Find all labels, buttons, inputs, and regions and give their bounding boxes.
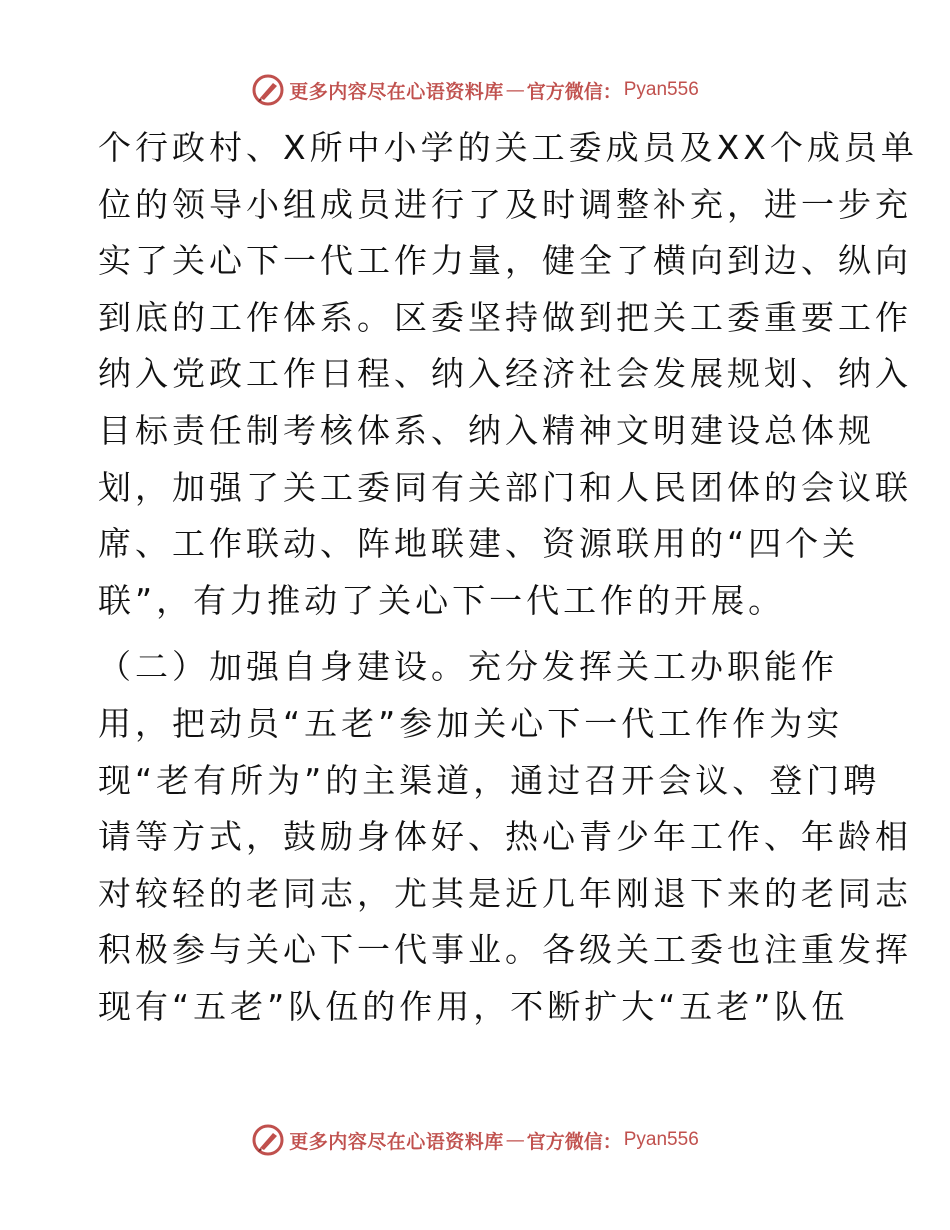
paragraph-gap xyxy=(98,629,858,639)
watermark-contact-id: Pyan556 xyxy=(623,1129,699,1150)
text-line: 实了关心下一代工作力量，健全了横向到边、纵向 xyxy=(98,241,912,281)
text-line: 用，把动员“五老”参加关心下一代工作作为实 xyxy=(98,703,844,743)
text-line: 对较轻的老同志，尤其是近几年刚退下来的老同志 xyxy=(98,873,912,913)
text-line: 纳入党政工作日程、纳入经济社会发展规划、纳入 xyxy=(98,354,912,394)
pen-logo-icon xyxy=(251,73,285,107)
watermark-dash: — xyxy=(505,1129,525,1151)
text-line: 到底的工作体系。区委坚持做到把关工委重要工作 xyxy=(98,297,912,337)
watermark-header xyxy=(0,72,950,108)
text-line: 目标责任制考核体系、纳入精神文明建设总体规 xyxy=(98,410,875,450)
text-line: 个行政村、X所中小学的关工委成员及XX个成员单 xyxy=(98,128,918,167)
text-line: 现有“五老”队伍的作用，不断扩大“五老”队伍 xyxy=(98,986,849,1026)
document-body xyxy=(98,120,918,1036)
watermark-contact-id: Pyan556 xyxy=(623,79,699,100)
pen-logo-icon xyxy=(251,1123,285,1157)
text-line: 划，加强了关工委同有关部门和人民团体的会议联 xyxy=(98,467,912,507)
watermark-dash: — xyxy=(505,79,525,101)
watermark-footer xyxy=(0,1122,950,1158)
paragraph-2 xyxy=(98,639,912,1035)
text-line: 席、工作联动、阵地联建、资源联用的“四个关 xyxy=(98,524,860,564)
watermark-contact-label: 官方微信： xyxy=(526,1130,622,1153)
text-line: 请等方式，鼓励身体好、热心青少年工作、年龄相 xyxy=(98,817,912,857)
text-line: 联”，有力推动了关心下一代工作的开展。 xyxy=(98,580,786,620)
text-line: 现“老有所为”的主渠道，通过召开会议、登门聘 xyxy=(98,760,881,800)
watermark-text: 更多内容尽在心语资料库 xyxy=(289,80,504,103)
section-heading-line: （二）加强自身建设。充分发挥关工办职能作 xyxy=(98,647,838,687)
watermark-contact-label: 官方微信： xyxy=(526,80,622,103)
text-line: 积极参与关心下一代事业。各级关工委也注重发挥 xyxy=(98,930,912,970)
paragraph-1 xyxy=(98,120,918,629)
text-line: 位的领导小组成员进行了及时调整补充，进一步充 xyxy=(98,184,912,224)
watermark-text: 更多内容尽在心语资料库 xyxy=(289,1130,504,1153)
